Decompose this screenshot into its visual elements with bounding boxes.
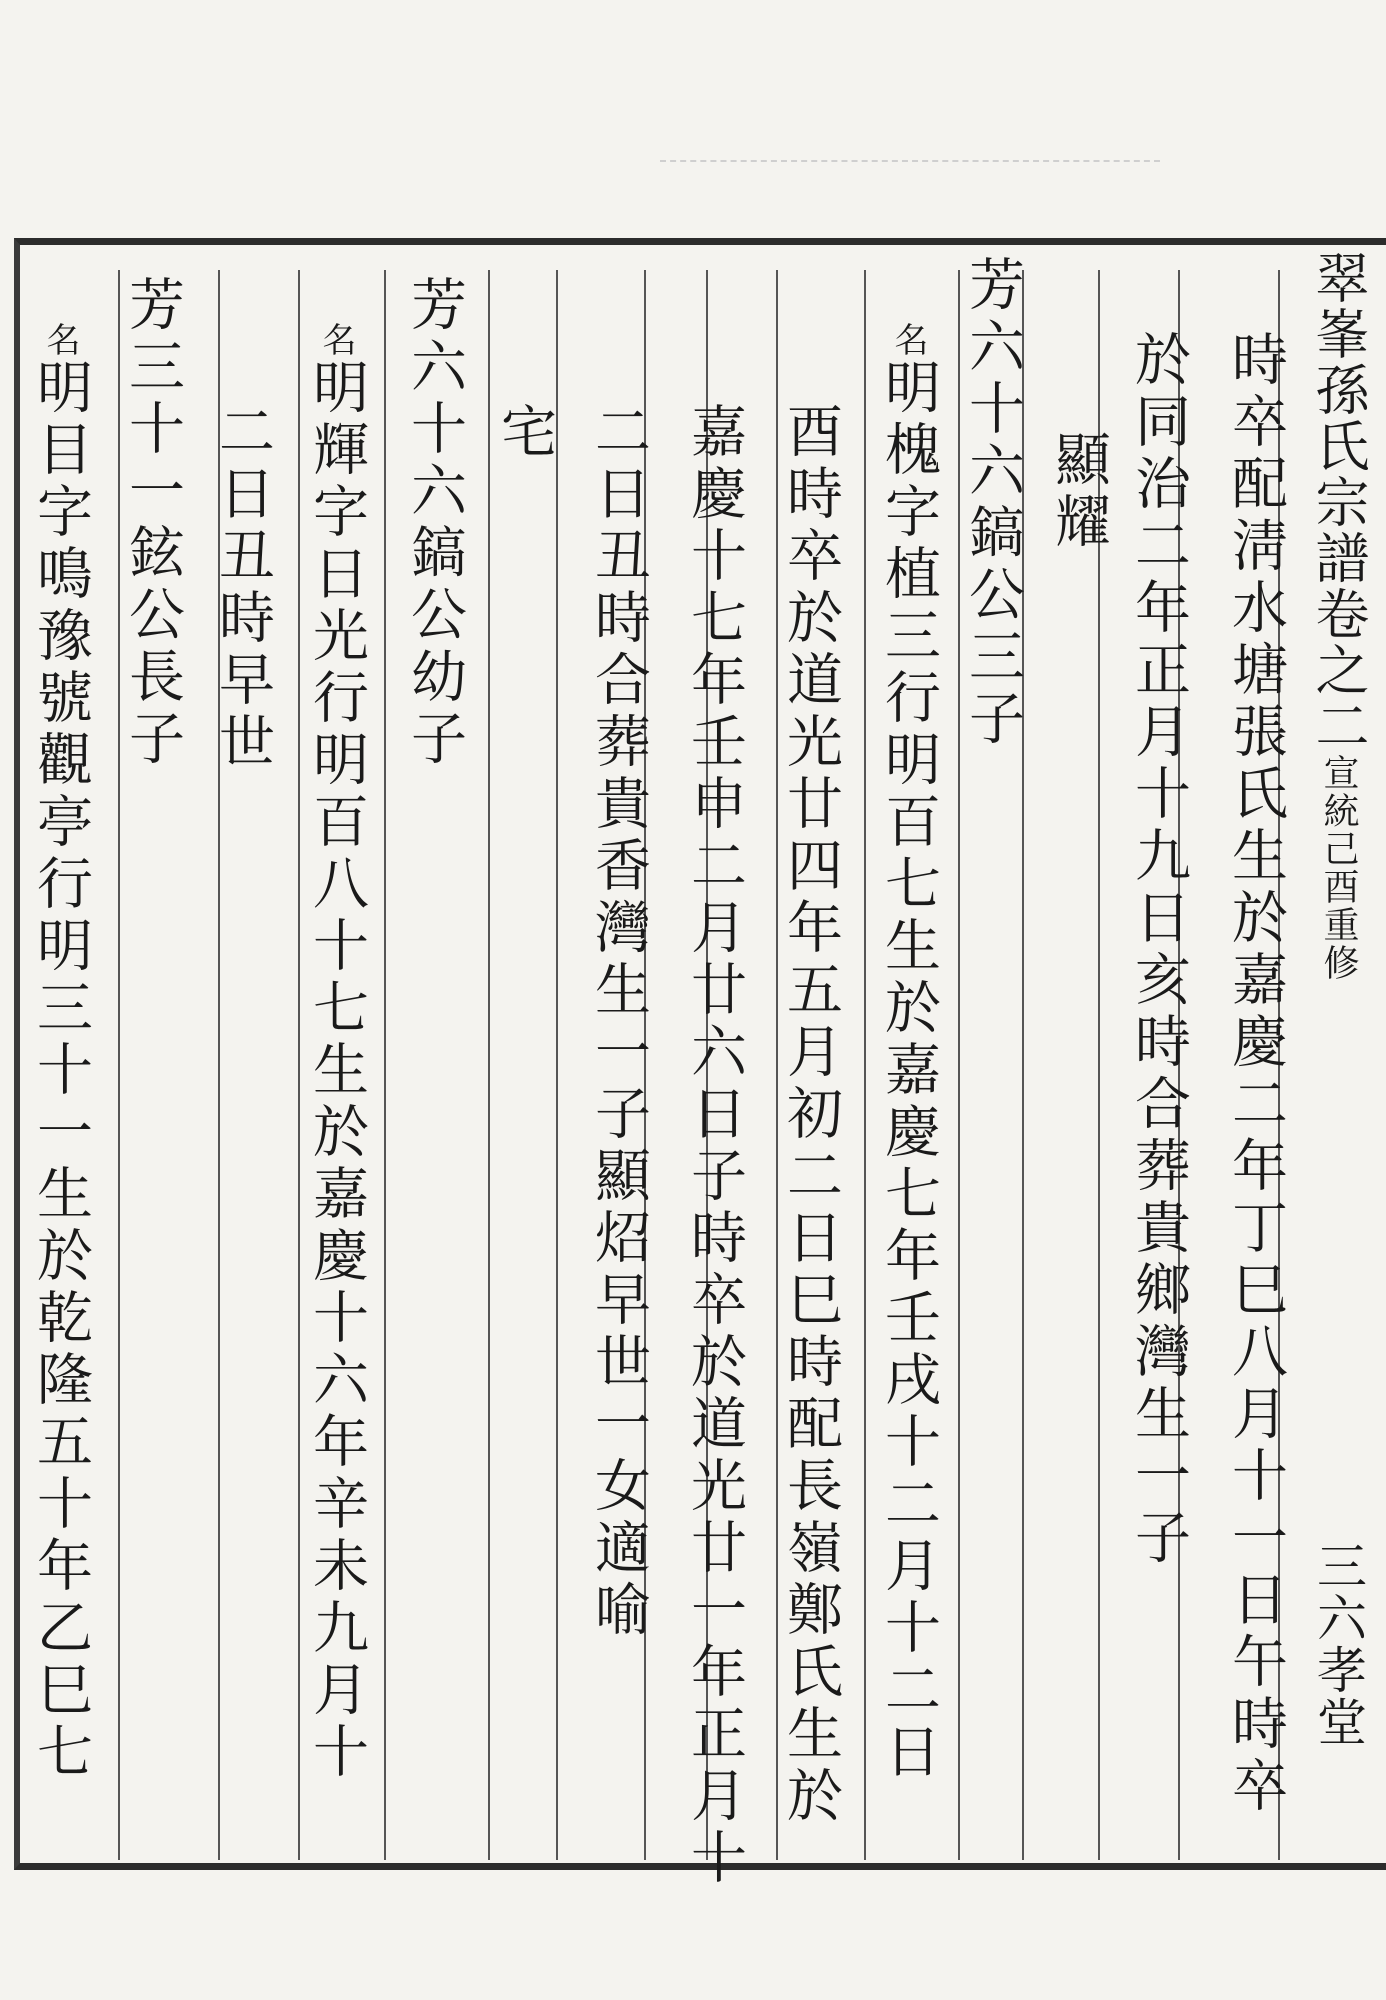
text-column-12: 二日丑時早世: [210, 402, 275, 774]
text-column-7: 嘉慶十七年壬申二月廿六日子時卒於道光廿一年正月十: [682, 402, 747, 1890]
name-label: 名: [40, 322, 80, 358]
name-label: 名: [888, 322, 928, 358]
text-column-5: 名明槐字植三行明百七生於嘉慶七年壬戌十二月十二日: [876, 322, 941, 1784]
text-column-1: 時卒配淸水塘張氏生於嘉慶二年丁巳八月十一日午時卒: [1223, 330, 1288, 1818]
text-column-4: 芳六十六鎬公三子: [960, 255, 1025, 751]
volume-label: 卷之二: [1307, 586, 1370, 754]
text-column-8: 二日丑時合葬貴香灣生一子顯炤早世一女適喻: [586, 402, 651, 1642]
text-column-14: 名明目字鳴豫號觀亭行明三十一生於乾隆五十年乙巳七: [28, 322, 93, 1784]
name-label: 名: [316, 322, 356, 358]
text-column-13: 芳三十一鉉公長子: [120, 275, 185, 771]
book-title: 翠峯孫氏宗譜: [1307, 250, 1370, 586]
edition-note: 宣統己酉重修: [1318, 754, 1359, 982]
text-column-9: 宅: [492, 402, 557, 464]
text-column-6: 酉時卒於道光廿四年五月初二日巳時配長嶺鄭氏生於: [778, 402, 843, 1828]
leaf-number: 三六孝堂: [1309, 1540, 1367, 1748]
bleed-through-line: [660, 160, 1160, 166]
text-column-10: 芳六十六鎬公幼子: [402, 275, 467, 771]
text-column-2: 於同治二年正月十九日亥時合葬貴鄉灣生一子: [1126, 330, 1191, 1570]
text-column-3: 顯耀: [1046, 430, 1111, 554]
text-column-11: 名明輝字日光行明百八十七生於嘉慶十六年辛未九月十: [304, 322, 369, 1784]
